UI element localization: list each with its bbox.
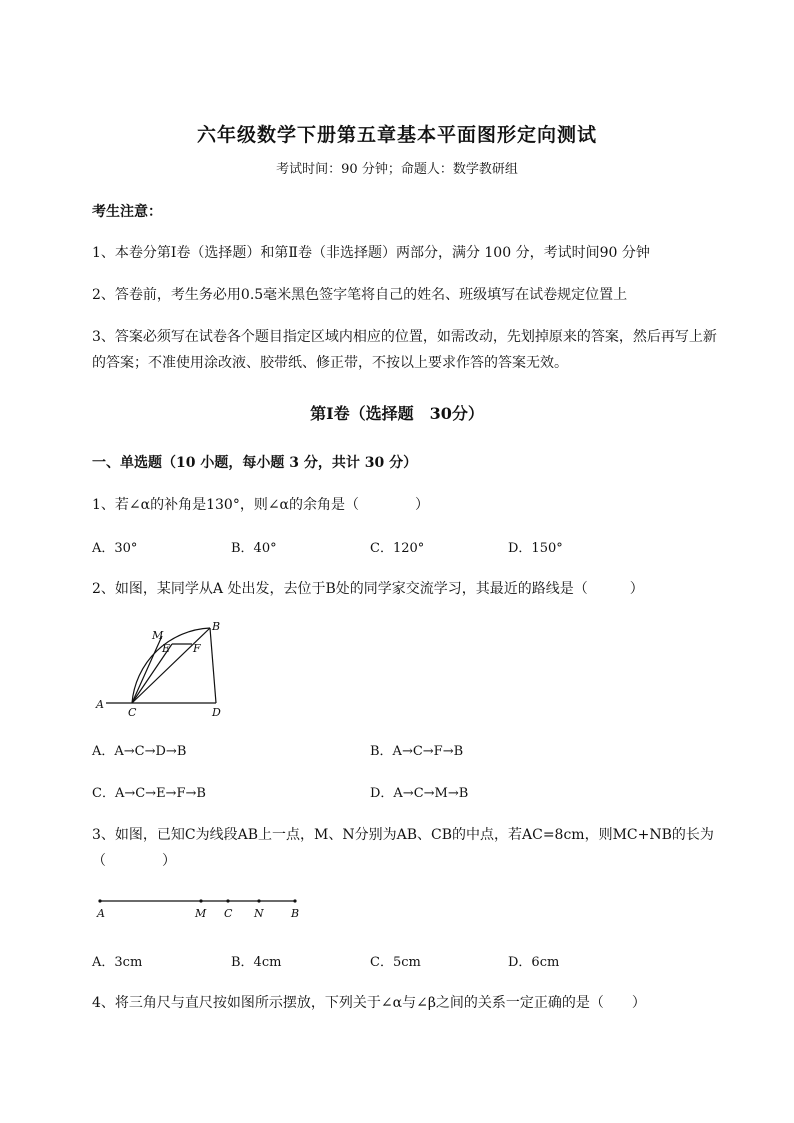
label-a: A: [97, 907, 105, 920]
question-1-option-a[interactable]: A．30°: [92, 541, 138, 556]
question-4-stem: 4、将三角尺与直尺按如图所示摆放，下列关于∠α与∠β之间的关系一定正确的是（ ）: [92, 995, 646, 1011]
notice-item-1: 1、本卷分第Ⅰ卷（选择题）和第Ⅱ卷（非选择题）两部分，满分 100 分，考试时间90 分钟: [92, 245, 650, 261]
label-b: B: [291, 907, 300, 920]
question-2-option-b[interactable]: B．A→C→F→B: [370, 744, 464, 759]
question-2-option-d[interactable]: D．A→C→M→B: [370, 786, 469, 801]
question-1-option-c[interactable]: C．120°: [370, 541, 425, 556]
point-a: [98, 899, 101, 902]
point-m: [199, 899, 202, 902]
point-b: [293, 899, 296, 902]
route-figure: [92, 618, 232, 720]
question-1-option-d[interactable]: D．150°: [508, 541, 563, 556]
point-n: [257, 899, 260, 902]
label-m: M: [195, 907, 207, 920]
label-e: E: [162, 642, 171, 655]
question-2-option-c[interactable]: C．A→C→E→F→B: [92, 786, 206, 801]
label-a: A: [96, 698, 104, 711]
question-1-option-b[interactable]: B．40°: [231, 541, 277, 556]
question-3-option-c[interactable]: C．5cm: [370, 955, 421, 970]
exam-info: 考试时间：90 分钟；命题人：数学教研组: [276, 162, 518, 177]
line-cm: [132, 636, 162, 703]
notice-item-3-cont: 的答案；不准使用涂改液、胶带纸、修正带，不按以上要求作答的答案无效。: [92, 355, 568, 371]
question-3-option-b[interactable]: B．4cm: [231, 955, 282, 970]
question-2-stem: 2、如图，某同学从A 处出发，去位于B处的同学家交流学习，其最近的路线是（ ）: [92, 581, 644, 597]
line-bd: [210, 628, 216, 703]
segment-figure: [92, 892, 312, 924]
page-title: 六年级数学下册第五章基本平面图形定向测试: [196, 124, 597, 146]
question-2-option-a[interactable]: A．A→C→D→B: [92, 744, 187, 759]
label-n: N: [254, 907, 264, 920]
notice-heading: 考生注意：: [92, 204, 162, 220]
label-c: C: [128, 706, 137, 719]
question-1-stem: 1、若∠α的补角是130°，则∠α的余角是（ ）: [92, 497, 429, 513]
point-c: [226, 899, 229, 902]
label-b: B: [212, 620, 221, 633]
label-f: F: [193, 642, 201, 655]
question-3-stem-cont: （ ）: [92, 853, 176, 869]
notice-item-2: 2、答卷前，考生务必用0.5毫米黑色签字笔将自己的姓名、班级填写在试卷规定位置上: [92, 287, 628, 303]
question-3-stem: 3、如图，已知C为线段AB上一点，M、N分别为AB、CB的中点，若AC=8cm，则MC+NB的长为: [92, 827, 714, 843]
label-c: C: [224, 907, 233, 920]
part-heading: 一、单选题（10 小题，每小题 3 分，共计 30 分）: [92, 455, 418, 471]
section-title: 第Ⅰ卷（选择题 30分）: [310, 404, 484, 423]
notice-item-3: 3、答案必须写在试卷各个题目指定区域内相应的位置，如需改动，先划掉原来的答案，然后再写上新: [92, 329, 717, 345]
question-3-option-d[interactable]: D．6cm: [508, 955, 560, 970]
label-d: D: [212, 706, 221, 719]
label-m: M: [152, 629, 164, 642]
question-3-option-a[interactable]: A．3cm: [92, 955, 143, 970]
